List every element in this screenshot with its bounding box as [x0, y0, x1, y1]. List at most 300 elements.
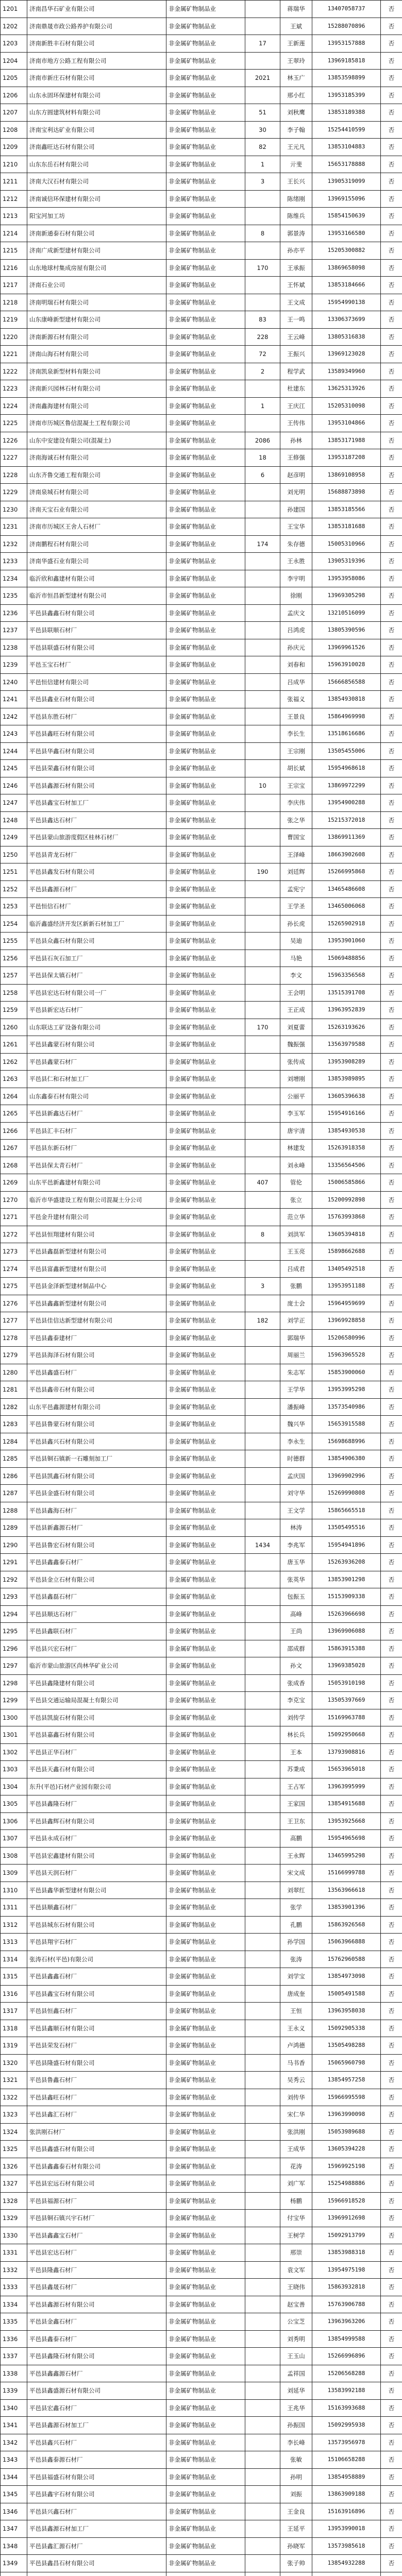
flag: 否 [381, 1416, 402, 1433]
table-row [1, 2348, 402, 2365]
contact-person: 王永辉 [280, 1847, 312, 1865]
contact-person: 吕成君 [280, 1260, 312, 1278]
table-row [1, 1450, 402, 1468]
flag: 否 [381, 2468, 402, 2486]
row-number: 1208 [1, 121, 27, 139]
table-row [1, 1019, 402, 1036]
row-number: 1256 [1, 950, 27, 967]
employee-count [245, 2227, 280, 2244]
flag: 否 [381, 2365, 402, 2382]
phone-number: 13953185399 [312, 87, 381, 104]
flag: 否 [381, 933, 402, 950]
table-row [1, 1623, 402, 1640]
company-name: 平邑县石灰石加工厂 [27, 950, 166, 967]
industry: 非金属矿物制品业 [166, 1502, 245, 1519]
contact-person: 李克宝 [280, 1692, 312, 1709]
company-name: 平邑县鑫鑫新型建材有限公司 [27, 1295, 166, 1312]
employee-count [245, 673, 280, 691]
phone-number: 13853189388 [312, 104, 381, 122]
row-number: 1301 [1, 1726, 27, 1744]
row-number: 1344 [1, 2468, 27, 2486]
contact-person: 付宝华 [280, 2210, 312, 2227]
contact-person: 王云峰 [280, 328, 312, 346]
employee-count [245, 2451, 280, 2469]
contact-person: 杨鹏 [280, 2192, 312, 2210]
row-number: 1325 [1, 2141, 27, 2158]
industry: 非金属矿物制品业 [166, 570, 245, 587]
contact-person: 林涛 [280, 1519, 312, 1537]
phone-number: 13407058737 [312, 1, 381, 18]
row-number: 1278 [1, 1329, 27, 1347]
table-row [1, 415, 402, 432]
phone-number: 13953104866 [312, 415, 381, 432]
flag: 否 [381, 898, 402, 916]
flag: 否 [381, 1536, 402, 1554]
table-row [1, 2244, 402, 2262]
flag: 否 [381, 2054, 402, 2072]
company-name: 平邑县鑫隆石材有限公司 [27, 2348, 166, 2365]
row-number: 1268 [1, 1157, 27, 1174]
company-name: 山东齐鲁交通工程有限公司 [27, 466, 166, 484]
employee-count [245, 898, 280, 916]
table-row [1, 1209, 402, 1226]
company-name: 临沂市华盛建设工程有限公司混凝土分公司 [27, 1191, 166, 1209]
phone-number: 15969925198 [312, 2158, 381, 2175]
table-row [1, 1329, 402, 1347]
row-number: 1298 [1, 1674, 27, 1692]
contact-person: 马书香 [280, 2054, 312, 2072]
flag: 否 [381, 587, 402, 605]
company-name: 济南凯泉新型材料有限公司 [27, 363, 166, 380]
company-name: 济南天宝石业有限公司 [27, 501, 166, 518]
row-number: 1238 [1, 639, 27, 656]
company-name: 平邑县鑫源石材加工厂 [27, 2417, 166, 2434]
row-number: 1282 [1, 1398, 27, 1416]
phone-number: 13905319099 [312, 173, 381, 191]
industry: 非金属矿物制品业 [166, 2279, 245, 2296]
employee-count [245, 1295, 280, 1312]
phone-number: 13854957258 [312, 2072, 381, 2089]
industry: 非金属矿物制品业 [166, 2158, 245, 2175]
company-name: 平邑县鑫宇石材有限公司 [27, 2486, 166, 2503]
phone-number: 13563979588 [312, 1036, 381, 1054]
employee-count [245, 1, 280, 18]
table-row [1, 2106, 402, 2124]
employee-count [245, 1623, 280, 1640]
contact-person: 张福义 [280, 691, 312, 708]
industry: 非金属矿物制品业 [166, 501, 245, 518]
contact-person: 王永胜 [280, 553, 312, 570]
table-row [1, 2313, 402, 2331]
phone-number: 13853181688 [312, 518, 381, 536]
employee-count [245, 2434, 280, 2451]
flag: 否 [381, 2348, 402, 2365]
industry: 非金属矿物制品业 [166, 1726, 245, 1744]
company-name: 平邑县顺鑫石材厂 [27, 1899, 166, 1917]
contact-person: 刘春和 [280, 656, 312, 674]
contact-person: 刘秋鹰 [280, 104, 312, 122]
industry: 非金属矿物制品业 [166, 1019, 245, 1036]
contact-person: 魏振强 [280, 1036, 312, 1054]
table-row [1, 104, 402, 122]
employee-count [245, 553, 280, 570]
row-number: 1302 [1, 1743, 27, 1761]
employee-count [245, 87, 280, 104]
table-row [1, 449, 402, 467]
contact-person: 郭景涛 [280, 225, 312, 242]
flag: 否 [381, 2434, 402, 2451]
flag: 否 [381, 2175, 402, 2193]
contact-person: 周丽兰 [280, 1347, 312, 1364]
industry: 非金属矿物制品业 [166, 70, 245, 87]
employee-count [245, 1191, 280, 1209]
table-row [1, 1916, 402, 1934]
industry: 非金属矿物制品业 [166, 1071, 245, 1088]
company-name: 临沂市恒昌新型建材有限公司 [27, 587, 166, 605]
employee-count [245, 2572, 280, 2576]
table-row [1, 829, 402, 846]
company-name: 平邑县鑫发石材有限公司 [27, 863, 166, 881]
employee-count [245, 1329, 280, 1347]
row-number: 1339 [1, 2382, 27, 2400]
company-name: 平邑县鲁宏石材有限公司 [27, 1536, 166, 1554]
phone-number: 15205310098 [312, 397, 381, 415]
row-number: 1300 [1, 1709, 27, 1726]
contact-person: 王传伟 [280, 415, 312, 432]
row-number: 1281 [1, 1381, 27, 1399]
company-name: 济南新源石材有限公司 [27, 328, 166, 346]
table-row [1, 432, 402, 449]
employee-count [245, 1260, 280, 1278]
contact-person: 王正成 [280, 1002, 312, 1019]
industry: 非金属矿物制品业 [166, 1674, 245, 1692]
employee-count [245, 2399, 280, 2417]
company-name: 平邑县鑫联石材厂 [27, 1623, 166, 1640]
flag: 否 [381, 1709, 402, 1726]
row-number: 1249 [1, 829, 27, 846]
contact-person: 王占军 [280, 1778, 312, 1795]
flag: 否 [381, 1778, 402, 1795]
phone-number: 15863926568 [312, 1916, 381, 1934]
contact-person: 孙林 [280, 432, 312, 449]
industry: 非金属矿物制品业 [166, 1485, 245, 1502]
employee-count: 174 [245, 535, 280, 553]
phone-number: 13605396638 [312, 1088, 381, 1105]
industry: 非金属矿物制品业 [166, 829, 245, 846]
company-name: 平邑县东胜石材厂 [27, 708, 166, 725]
company-name [27, 2572, 166, 2576]
phone-number: 15963356568 [312, 967, 381, 985]
row-number: 1334 [1, 2296, 27, 2313]
phone-number: 13853989895 [312, 1071, 381, 1088]
industry: 非金属矿物制品业 [166, 35, 245, 53]
phone-number: 15092995938 [312, 2417, 381, 2434]
employee-count [245, 2210, 280, 2227]
phone-number: 13573956978 [312, 2434, 381, 2451]
row-number: 1277 [1, 1312, 27, 1330]
industry: 非金属矿物制品业 [166, 2106, 245, 2124]
industry: 非金属矿物制品业 [166, 1709, 245, 1726]
phone-number: 13853598899 [312, 70, 381, 87]
industry: 非金属矿物制品业 [166, 898, 245, 916]
employee-count [245, 2192, 280, 2210]
industry: 非金属矿物制品业 [166, 760, 245, 777]
flag: 否 [381, 794, 402, 812]
contact-person: 王文学 [280, 1502, 312, 1519]
industry: 非金属矿物制品业 [166, 2054, 245, 2072]
industry: 非金属矿物制品业 [166, 87, 245, 104]
company-name: 济南市历城区鲁信混凝土工程有限公司 [27, 415, 166, 432]
company-name: 山东康峰新型建材有限公司 [27, 311, 166, 329]
flag: 否 [381, 104, 402, 122]
row-number: 1271 [1, 1209, 27, 1226]
table-row [1, 518, 402, 536]
company-name: 平邑金升建材有限公司 [27, 1209, 166, 1226]
table-row [1, 2537, 402, 2555]
contact-person: 孔鹏 [280, 1916, 312, 1934]
industry: 非金属矿物制品业 [166, 2486, 245, 2503]
phone-number: 15864969998 [312, 708, 381, 725]
industry: 非金属矿物制品业 [166, 1536, 245, 1554]
flag: 否 [381, 1985, 402, 2003]
industry: 非金属矿物制品业 [166, 277, 245, 294]
table-row [1, 898, 402, 916]
contact-person: 苏秉成 [280, 1761, 312, 1778]
row-number: 1203 [1, 35, 27, 53]
contact-person: 朱志军 [280, 1364, 312, 1381]
industry: 非金属矿物制品业 [166, 1467, 245, 1485]
table-row [1, 760, 402, 777]
company-name: 山东东岳石材有限公司 [27, 156, 166, 173]
phone-number: 15954916166 [312, 1105, 381, 1123]
company-name: 济南明瑞石材有限公司 [27, 294, 166, 311]
industry: 非金属矿物制品业 [166, 1588, 245, 1606]
phone-number: 13805316838 [312, 328, 381, 346]
table-row [1, 173, 402, 191]
contact-person: 孙学国 [280, 1934, 312, 1951]
contact-person: 孙晓军 [280, 2537, 312, 2555]
row-number: 1219 [1, 311, 27, 329]
table-row [1, 1605, 402, 1623]
employee-count [245, 2520, 280, 2538]
industry: 非金属矿物制品业 [166, 1191, 245, 1209]
contact-person: 王家国 [280, 1795, 312, 1813]
company-name: 济南市历城区王舍人石材厂 [27, 518, 166, 536]
company-name: 平邑县鑫晟石材厂 [27, 2279, 166, 2296]
company-name: 张洪刚石材厂 [27, 2123, 166, 2141]
phone-number: 13805390596 [312, 622, 381, 639]
contact-person: 林玉广 [280, 70, 312, 87]
company-name: 平邑县鑫磊石材厂 [27, 1588, 166, 1606]
company-name: 济南华盛石业有限公司 [27, 553, 166, 570]
phone-number: 15265902918 [312, 915, 381, 933]
flag: 否 [381, 1088, 402, 1105]
employee-count [245, 1122, 280, 1140]
company-name: 临沂鑫盛经济开发区新新石材加工厂 [27, 915, 166, 933]
table-row [1, 604, 402, 622]
row-number: 1307 [1, 1830, 27, 1848]
phone-number: 13953925668 [312, 1812, 381, 1830]
employee-count [245, 570, 280, 587]
flag: 否 [381, 2503, 402, 2520]
phone-number: 13853184666 [312, 277, 381, 294]
company-name: 平邑县鑫帝石材有限公司 [27, 1381, 166, 1399]
row-number: 1349 [1, 2555, 27, 2572]
phone-number: 13963995999 [312, 1778, 381, 1795]
phone-number: 13853988318 [312, 2244, 381, 2262]
row-number: 1286 [1, 1467, 27, 1485]
phone-number: 15698688996 [312, 1433, 381, 1450]
phone-number: 13969961526 [312, 639, 381, 656]
industry: 非金属矿物制品业 [166, 1882, 245, 1899]
table-row [1, 225, 402, 242]
contact-person: 王翠玲 [280, 52, 312, 70]
flag: 否 [381, 1122, 402, 1140]
row-number: 1306 [1, 1812, 27, 1830]
table-row [1, 2192, 402, 2210]
phone-number: 15063966888 [312, 1934, 381, 1951]
industry: 非金属矿物制品业 [166, 2210, 245, 2227]
industry: 非金属矿物制品业 [166, 656, 245, 674]
table-row [1, 2054, 402, 2072]
employee-count [245, 2537, 280, 2555]
industry: 非金属矿物制品业 [166, 1450, 245, 1468]
row-number: 1313 [1, 1934, 27, 1951]
flag: 否 [381, 2192, 402, 2210]
phone-number: 15288070896 [312, 18, 381, 35]
table-row [1, 139, 402, 156]
table-row [1, 1191, 402, 1209]
flag: 否 [381, 1329, 402, 1347]
phone-number: 15963910028 [312, 656, 381, 674]
industry: 非金属矿物制品业 [166, 518, 245, 536]
phone-number: 13963990098 [312, 2106, 381, 2124]
table-row [1, 121, 402, 139]
table-row [1, 363, 402, 380]
row-number: 1216 [1, 259, 27, 277]
contact-person: 林长兵 [280, 1726, 312, 1744]
table-row [1, 1761, 402, 1778]
phone-number: 15853900060 [312, 1364, 381, 1381]
table-row [1, 2555, 402, 2572]
row-number: 1315 [1, 1968, 27, 1986]
industry: 非金属矿物制品业 [166, 1140, 245, 1157]
flag: 否 [381, 2123, 402, 2141]
row-number: 1236 [1, 604, 27, 622]
phone-number: 13963952839 [312, 1002, 381, 1019]
flag: 否 [381, 1674, 402, 1692]
employee-count [245, 1053, 280, 1071]
phone-number: 15166999788 [312, 1865, 381, 1882]
table-row [1, 1812, 402, 1830]
phone-number: 15106658288 [312, 2451, 381, 2469]
industry: 非金属矿物制品业 [166, 2451, 245, 2469]
contact-person: 唐成奎 [280, 1985, 312, 2003]
company-name: 平邑县鑫旺石材有限公司 [27, 725, 166, 743]
employee-count [245, 1674, 280, 1692]
contact-person: 王会明 [280, 984, 312, 1002]
row-number: 1341 [1, 2417, 27, 2434]
row-number: 1280 [1, 1364, 27, 1381]
flag: 否 [381, 622, 402, 639]
company-name: 济南鑫旺达石材有限公司 [27, 139, 166, 156]
flag: 否 [381, 1036, 402, 1054]
industry: 非金属矿物制品业 [166, 2003, 245, 2020]
row-number: 1269 [1, 1174, 27, 1192]
company-name: 平邑县保太青石材厂 [27, 1157, 166, 1174]
industry: 非金属矿物制品业 [166, 1778, 245, 1795]
employee-count [245, 1899, 280, 1917]
industry: 非金属矿物制品业 [166, 415, 245, 432]
phone-number: 13969928858 [312, 1312, 381, 1330]
employee-count [245, 691, 280, 708]
row-number: 1230 [1, 501, 27, 518]
row-number: 1287 [1, 1485, 27, 1502]
industry: 非金属矿物制品业 [166, 2520, 245, 2538]
flag: 否 [381, 466, 402, 484]
company-name: 平邑县鑫盛石材有限公司 [27, 2141, 166, 2158]
row-number: 1224 [1, 397, 27, 415]
contact-person: 刘光明 [280, 484, 312, 501]
contact-person: 王晓伟 [280, 2279, 312, 2296]
row-number: 1237 [1, 622, 27, 639]
contact-person: 管伦 [280, 1174, 312, 1192]
industry: 非金属矿物制品业 [166, 777, 245, 794]
flag: 否 [381, 1174, 402, 1192]
flag: 否 [381, 1105, 402, 1123]
company-name: 济南广成新型建材有限公司 [27, 242, 166, 260]
table-row [1, 311, 402, 329]
employee-count [245, 2348, 280, 2365]
employee-count [245, 1795, 280, 1813]
company-name: 平邑县鑫汇源石材厂 [27, 2537, 166, 2555]
company-name: 济南鹏程石材有限公司 [27, 535, 166, 553]
contact-person: 李长峰 [280, 2434, 312, 2451]
flag: 否 [381, 1934, 402, 1951]
contact-person: 王怀斌 [280, 277, 312, 294]
flag: 否 [381, 2244, 402, 2262]
employee-count [245, 2141, 280, 2158]
contact-person: 蒋瑞华 [280, 1, 312, 18]
employee-count [245, 1709, 280, 1726]
industry: 非金属矿物制品业 [166, 2141, 245, 2158]
table-row [1, 294, 402, 311]
row-number: 1245 [1, 760, 27, 777]
company-name: 济南海诚石材有限公司 [27, 449, 166, 467]
contact-person: 刘广军 [280, 2175, 312, 2193]
contact-person: 王宝华 [280, 518, 312, 536]
industry: 非金属矿物制品业 [166, 1105, 245, 1123]
row-number: 1253 [1, 898, 27, 916]
flag: 否 [381, 2106, 402, 2124]
flag: 否 [381, 639, 402, 656]
company-name: 平邑县海泽石材有限公司 [27, 1347, 166, 1364]
phone-number: 13210516099 [312, 604, 381, 622]
company-name: 平邑县天润石材厂 [27, 1865, 166, 1882]
row-number: 1222 [1, 363, 27, 380]
industry: 非金属矿物制品业 [166, 1433, 245, 1450]
flag: 否 [381, 1968, 402, 1986]
industry: 非金属矿物制品业 [166, 1278, 245, 1295]
row-number: 1209 [1, 139, 27, 156]
employee-count [245, 2261, 280, 2279]
industry: 非金属矿物制品业 [166, 1260, 245, 1278]
contact-person: 王延平 [280, 2520, 312, 2538]
company-name: 平邑县华鑫石材有限公司 [27, 742, 166, 760]
industry: 非金属矿物制品业 [166, 1571, 245, 1588]
phone-number: 13954975198 [312, 2261, 381, 2279]
contact-person: 李文 [280, 967, 312, 985]
